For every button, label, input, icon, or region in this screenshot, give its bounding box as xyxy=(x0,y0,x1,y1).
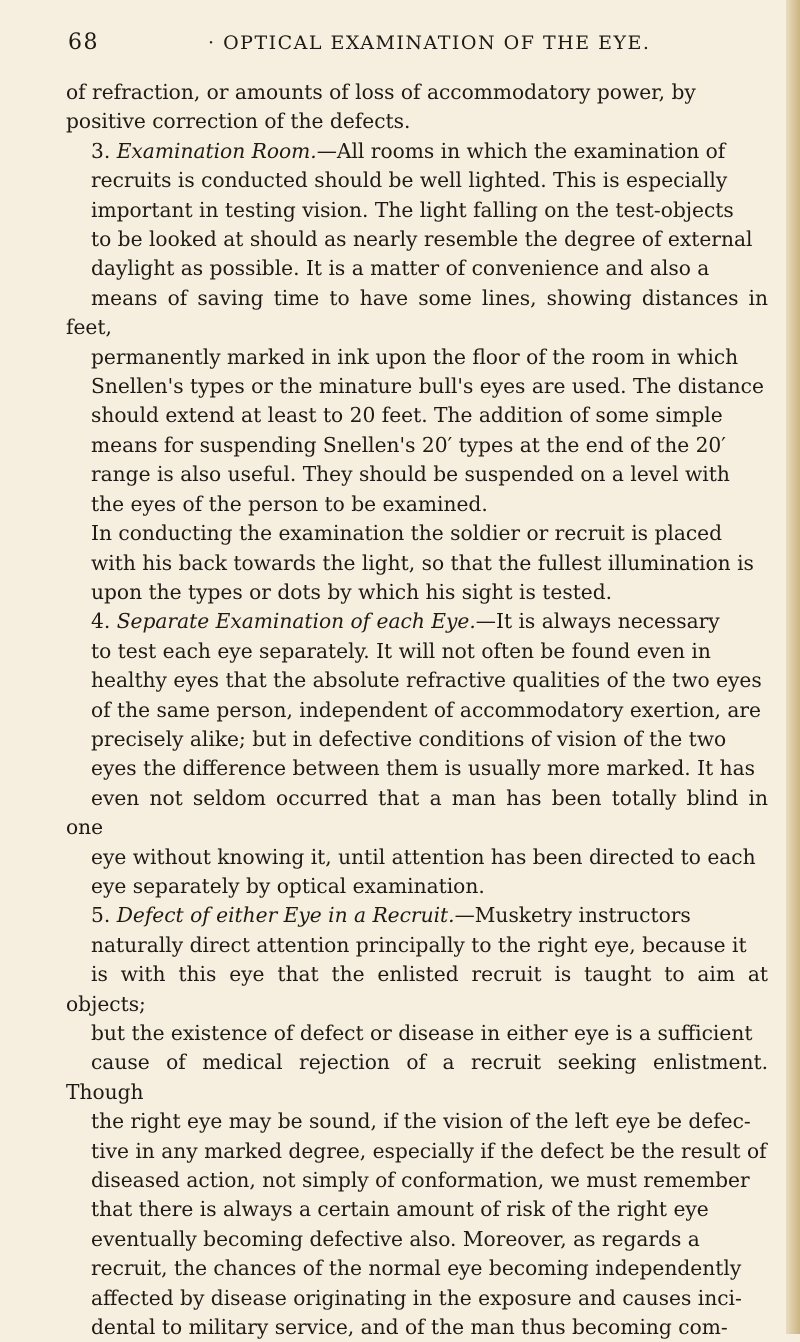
text-line: affected by disease originating in the exposure and causes inci- xyxy=(91,1285,742,1310)
text-line: In conducting the examination the soldier or recruit is placed xyxy=(91,521,723,546)
text-line: with his back towards the light, so that the fullest illumination is xyxy=(91,550,754,575)
text-line: means for suspending Snellen's 20′ types at the end of the 20′ xyxy=(91,432,726,457)
text-line: eye without knowing it, until attention has been directed to each xyxy=(91,844,756,869)
text-line: recruit, the chances of the normal eye becoming independently xyxy=(91,1256,742,1281)
text-line: cause of medical rejection of a recruit seeking enlistment. Though xyxy=(66,1050,768,1104)
text-line: eventually becoming defective also. Moreover, as regards a xyxy=(91,1226,700,1251)
text-line: of refraction, or amounts of loss of accommodatory power, by xyxy=(66,80,696,104)
running-head xyxy=(68,30,758,60)
text-line: important in testing vision. The light falling on the test-objects xyxy=(91,197,734,222)
page-number: 68 xyxy=(68,30,99,55)
text-line: means of saving time to have some lines, showing distances in feet, xyxy=(66,285,768,340)
text-line: even not seldom occurred that a man has been totally blind in one xyxy=(66,785,768,840)
text-line: recruits is conducted should be well lighted. This is especially xyxy=(91,168,728,193)
section-number: 4. xyxy=(91,609,111,634)
text-line: eye separately by optical examination. xyxy=(91,873,485,898)
paragraph-defect-either-eye xyxy=(66,901,768,1342)
section-heading: Examination Room. xyxy=(116,138,317,163)
text-line: upon the types or dots by which his sight is tested. xyxy=(91,579,613,604)
text-line: diseased action, not simply of conformation, we must remember xyxy=(91,1168,750,1193)
text-line: to test each eye separately. It will not often be found even in xyxy=(91,638,711,663)
text-line: 4. Separate Examination of each Eye.—It is always necessary xyxy=(91,609,720,634)
text-line: 3. Examination Room.—All rooms in which the examination of xyxy=(91,138,726,163)
text-line: positive correction of the defects. xyxy=(66,109,411,134)
text-line: of the same person, independent of accommodatory exertion, are xyxy=(91,697,761,722)
text-line: healthy eyes that the absolute refractive qualities of the two eyes xyxy=(91,668,762,693)
text-line: tive in any marked degree, especially if the defect be the result of xyxy=(91,1138,767,1163)
section-heading: Defect of either Eye in a Recruit. xyxy=(116,903,455,928)
text-body xyxy=(66,78,768,1342)
paragraph-continuation xyxy=(66,78,768,137)
text-line: 5. Defect of either Eye in a Recruit.—Musketry instructors xyxy=(91,903,691,928)
text-line: to be looked at should as nearly resemble the degree of external xyxy=(91,227,753,252)
text-line: Snellen's types or the minature bull's eyes are used. The distance xyxy=(91,374,764,399)
page-edge xyxy=(786,0,800,1334)
text-line: naturally direct attention principally to the right eye, because it xyxy=(91,932,747,957)
text-line: the right eye may be sound, if the vision of the left eye be defec- xyxy=(91,1109,751,1134)
running-title: · OPTICAL EXAMINATION OF THE EYE. xyxy=(208,32,651,54)
section-number: 5. xyxy=(91,903,111,928)
text-line: the eyes of the person to be examined. xyxy=(91,491,488,516)
text-line: range is also useful. They should be suspended on a level with xyxy=(91,462,730,487)
text-line: eyes the difference between them is usually more marked. It has xyxy=(91,756,756,781)
text-line: dental to military service, and of the man thus becoming com- xyxy=(91,1315,728,1340)
section-number: 3. xyxy=(91,138,111,163)
text-line: daylight as possible. It is a matter of convenience and also a xyxy=(91,256,710,281)
text-line: that there is always a certain amount of risk of the right eye xyxy=(91,1197,709,1222)
section-heading: Separate Examination of each Eye. xyxy=(116,609,476,634)
paragraph-conducting xyxy=(66,519,768,607)
text-line: but the existence of defect or disease in either eye is a sufficient xyxy=(91,1021,753,1045)
text-line: precisely alike; but in defective conditions of vision of the two xyxy=(91,726,727,751)
text-line: should extend at least to 20 feet. The addition of some simple xyxy=(91,403,723,428)
text-line: permanently marked in ink upon the floor of the room in which xyxy=(91,344,739,369)
paragraph-examination-room xyxy=(66,137,768,519)
text-line: is with this eye that the enlisted recruit is taught to aim at objects; xyxy=(66,962,768,1016)
paragraph-separate-examination xyxy=(66,607,768,901)
